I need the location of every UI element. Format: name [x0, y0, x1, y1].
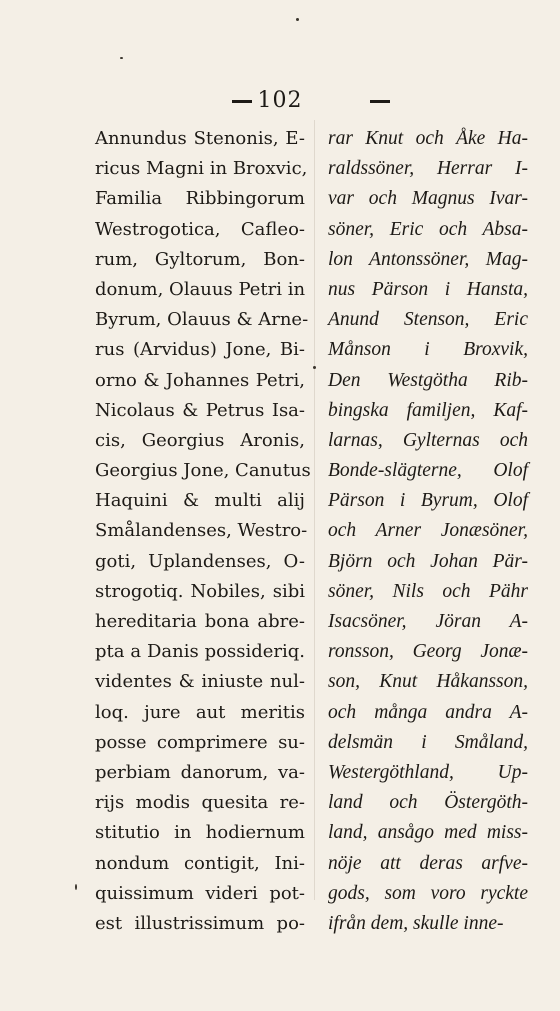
page-header: [0, 88, 560, 114]
swedish-line: Westergöthland, Up-: [328, 761, 528, 783]
swedish-column: [328, 124, 528, 939]
swedish-line: Den Westgötha Rib-: [328, 369, 528, 391]
latin-line: Haquini & multi alij: [95, 490, 305, 512]
latin-line: hereditaria bona abre-: [95, 611, 305, 632]
latin-line: orno & Johannes Petri,: [95, 369, 305, 391]
swedish-line: söner, Nils och Pähr: [328, 580, 528, 602]
swedish-line: och många andra A-: [328, 701, 528, 723]
swedish-line: bingska familjen, Kaf-: [328, 399, 528, 421]
swedish-line: larnas, Gylternas och: [328, 429, 528, 451]
swedish-line: raldssöner, Herrar I-: [328, 158, 528, 180]
latin-column: [95, 124, 311, 939]
page-number: 102: [257, 88, 303, 113]
latin-line: Byrum, Olauus & Arne-: [95, 309, 309, 331]
swedish-line: ifrån dem, skulle inne-: [328, 912, 504, 934]
latin-line: loq. jure aut meritis: [95, 701, 305, 723]
swedish-line: nus Pärson i Hansta,: [328, 278, 528, 300]
ink-speck: [296, 18, 299, 21]
latin-line: Nicolaus & Petrus Isa-: [95, 399, 305, 421]
swedish-line: var och Magnus Ivar-: [328, 188, 528, 210]
column-gutter: [314, 120, 315, 900]
swedish-line: land, ansågo med miss-: [328, 822, 528, 844]
swedish-line: Anund Stenson, Eric: [328, 309, 528, 331]
swedish-line: ronsson, Georg Jonæ-: [328, 641, 528, 663]
swedish-line: rar Knut och Åke Ha-: [328, 128, 528, 149]
latin-line: cis, Georgius Aronis,: [95, 429, 305, 451]
latin-line: videntes & iniuste nul-: [95, 671, 305, 693]
ink-speck: [75, 884, 77, 890]
swedish-line: Månson i Broxvik,: [328, 339, 528, 361]
latin-line: Georgius Jone, Canutus: [95, 460, 311, 482]
latin-line: pta a Danis possideriq.: [95, 641, 305, 663]
latin-line: Westrogotica, Cafleo-: [95, 218, 305, 240]
swedish-line: nöje att deras arfve-: [328, 852, 528, 874]
latin-line: nondum contigit, Ini-: [95, 852, 305, 874]
latin-line: rus (Arvidus) Jone, Bi-: [95, 339, 305, 361]
ink-speck: [120, 57, 123, 59]
swedish-line: son, Knut Håkansson,: [328, 671, 528, 693]
ink-speck: [313, 366, 316, 369]
header-dash-right: [370, 100, 390, 103]
latin-line: donum, Olauus Petri in: [95, 278, 306, 300]
latin-line: rijs modis quesita re-: [95, 792, 305, 814]
latin-line: Smålandenses, Westro-: [95, 520, 308, 542]
swedish-line: och Arner Jonæsöner,: [328, 520, 528, 542]
latin-line: Familia Ribbingorum: [95, 188, 305, 210]
swedish-line: delsmän i Småland,: [328, 731, 528, 753]
swedish-line: Pärson i Byrum, Olof: [328, 490, 528, 512]
swedish-line: lon Antonssöner, Mag-: [328, 248, 528, 270]
swedish-line: gods, som voro ryckte: [328, 882, 528, 904]
latin-line: Annundus Stenonis, E-: [95, 128, 305, 149]
swedish-line: Bonde-slägterne, Olof: [328, 460, 528, 482]
latin-line: stitutio in hodiernum: [95, 822, 305, 844]
latin-line: goti, Uplandenses, O-: [95, 550, 305, 572]
latin-line: rum, Gyltorum, Bon-: [95, 248, 305, 270]
swedish-line: söner, Eric och Absa-: [328, 218, 528, 240]
latin-line: strogotiq. Nobiles, sibi: [95, 580, 305, 602]
latin-line: perbiam danorum, va-: [95, 761, 305, 783]
swedish-line: land och Östergöth-: [328, 792, 528, 814]
latin-line: ricus Magni in Broxvic,: [95, 158, 308, 180]
latin-line: posse comprimere su-: [95, 731, 305, 753]
swedish-line: Isacsöner, Jöran A-: [328, 611, 528, 632]
latin-line: est illustrissimum po-: [95, 912, 305, 934]
latin-line: quissimum videri pot-: [95, 882, 305, 904]
swedish-line: Björn och Johan Pär-: [328, 550, 528, 572]
